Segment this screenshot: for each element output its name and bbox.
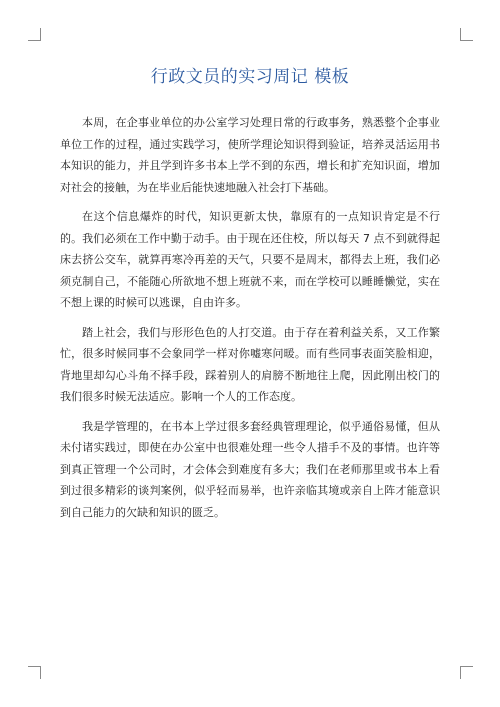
crop-mark-bottom-right: [460, 666, 473, 679]
paragraph-1: 本周，在企事业单位的办公室学习处理日常的行政事务，熟悉整个企事业单位工作的过程，通过实践学习，使所学理论知识得到验证，培养灵活运用书本知识的能力，并且学到许多书本上学不到的东西，增长和扩充知识面，增加对社会的接触，为在毕业后能快速地融入社会打下基础。: [60, 116, 440, 194]
crop-mark-bottom-left: [28, 666, 41, 679]
document-title: 行政文员的实习周记 模板: [150, 67, 350, 87]
paragraph-2: 在这个信息爆炸的时代，知识更新太快，靠原有的一点知识肯定是不行的。我们必须在工作中勤于动手。由于现在还住校，所以每天 7 点不到就得起床去挤公交车，就算再寒冷再差的天气，只要不是周末，都得去上班，我们必须克制自己，不能随心所欲地不想上班就不来，而在学校可以睡睡懒觉，实在不想上课的时候可以逃课，自由许多。: [60, 210, 440, 309]
crop-mark-top-left: [28, 28, 41, 41]
paragraph-3: 踏上社会，我们与形形色色的人打交道。由于存在着利益关系，又工作繁忙，很多时候同事不会象同学一样对你嘘寒问暖。而有些同事表面笑脸相迎，背地里却勾心斗角不择手段，踩着别人的肩膀不断地往上爬，因此刚出校门的我们很多时候无法适应。影响一个人的工作态度。: [60, 325, 440, 403]
paragraph-4: 我是学管理的，在书本上学过很多套经典管理理论，似乎通俗易懂，但从未付诸实践过，即使在办公室中也很难处理一些令人措手不及的事情。也许等到真正管理一个公司时，才会体会到难度有多大；我们在老师那里或书本上看到过很多精彩的谈判案例，似乎轻而易举，也许亲临其境或亲自上阵才能意识到自己能力的欠缺和知识的匮乏。: [60, 419, 440, 519]
crop-mark-top-right: [460, 28, 473, 41]
document-body: [60, 112, 440, 531]
